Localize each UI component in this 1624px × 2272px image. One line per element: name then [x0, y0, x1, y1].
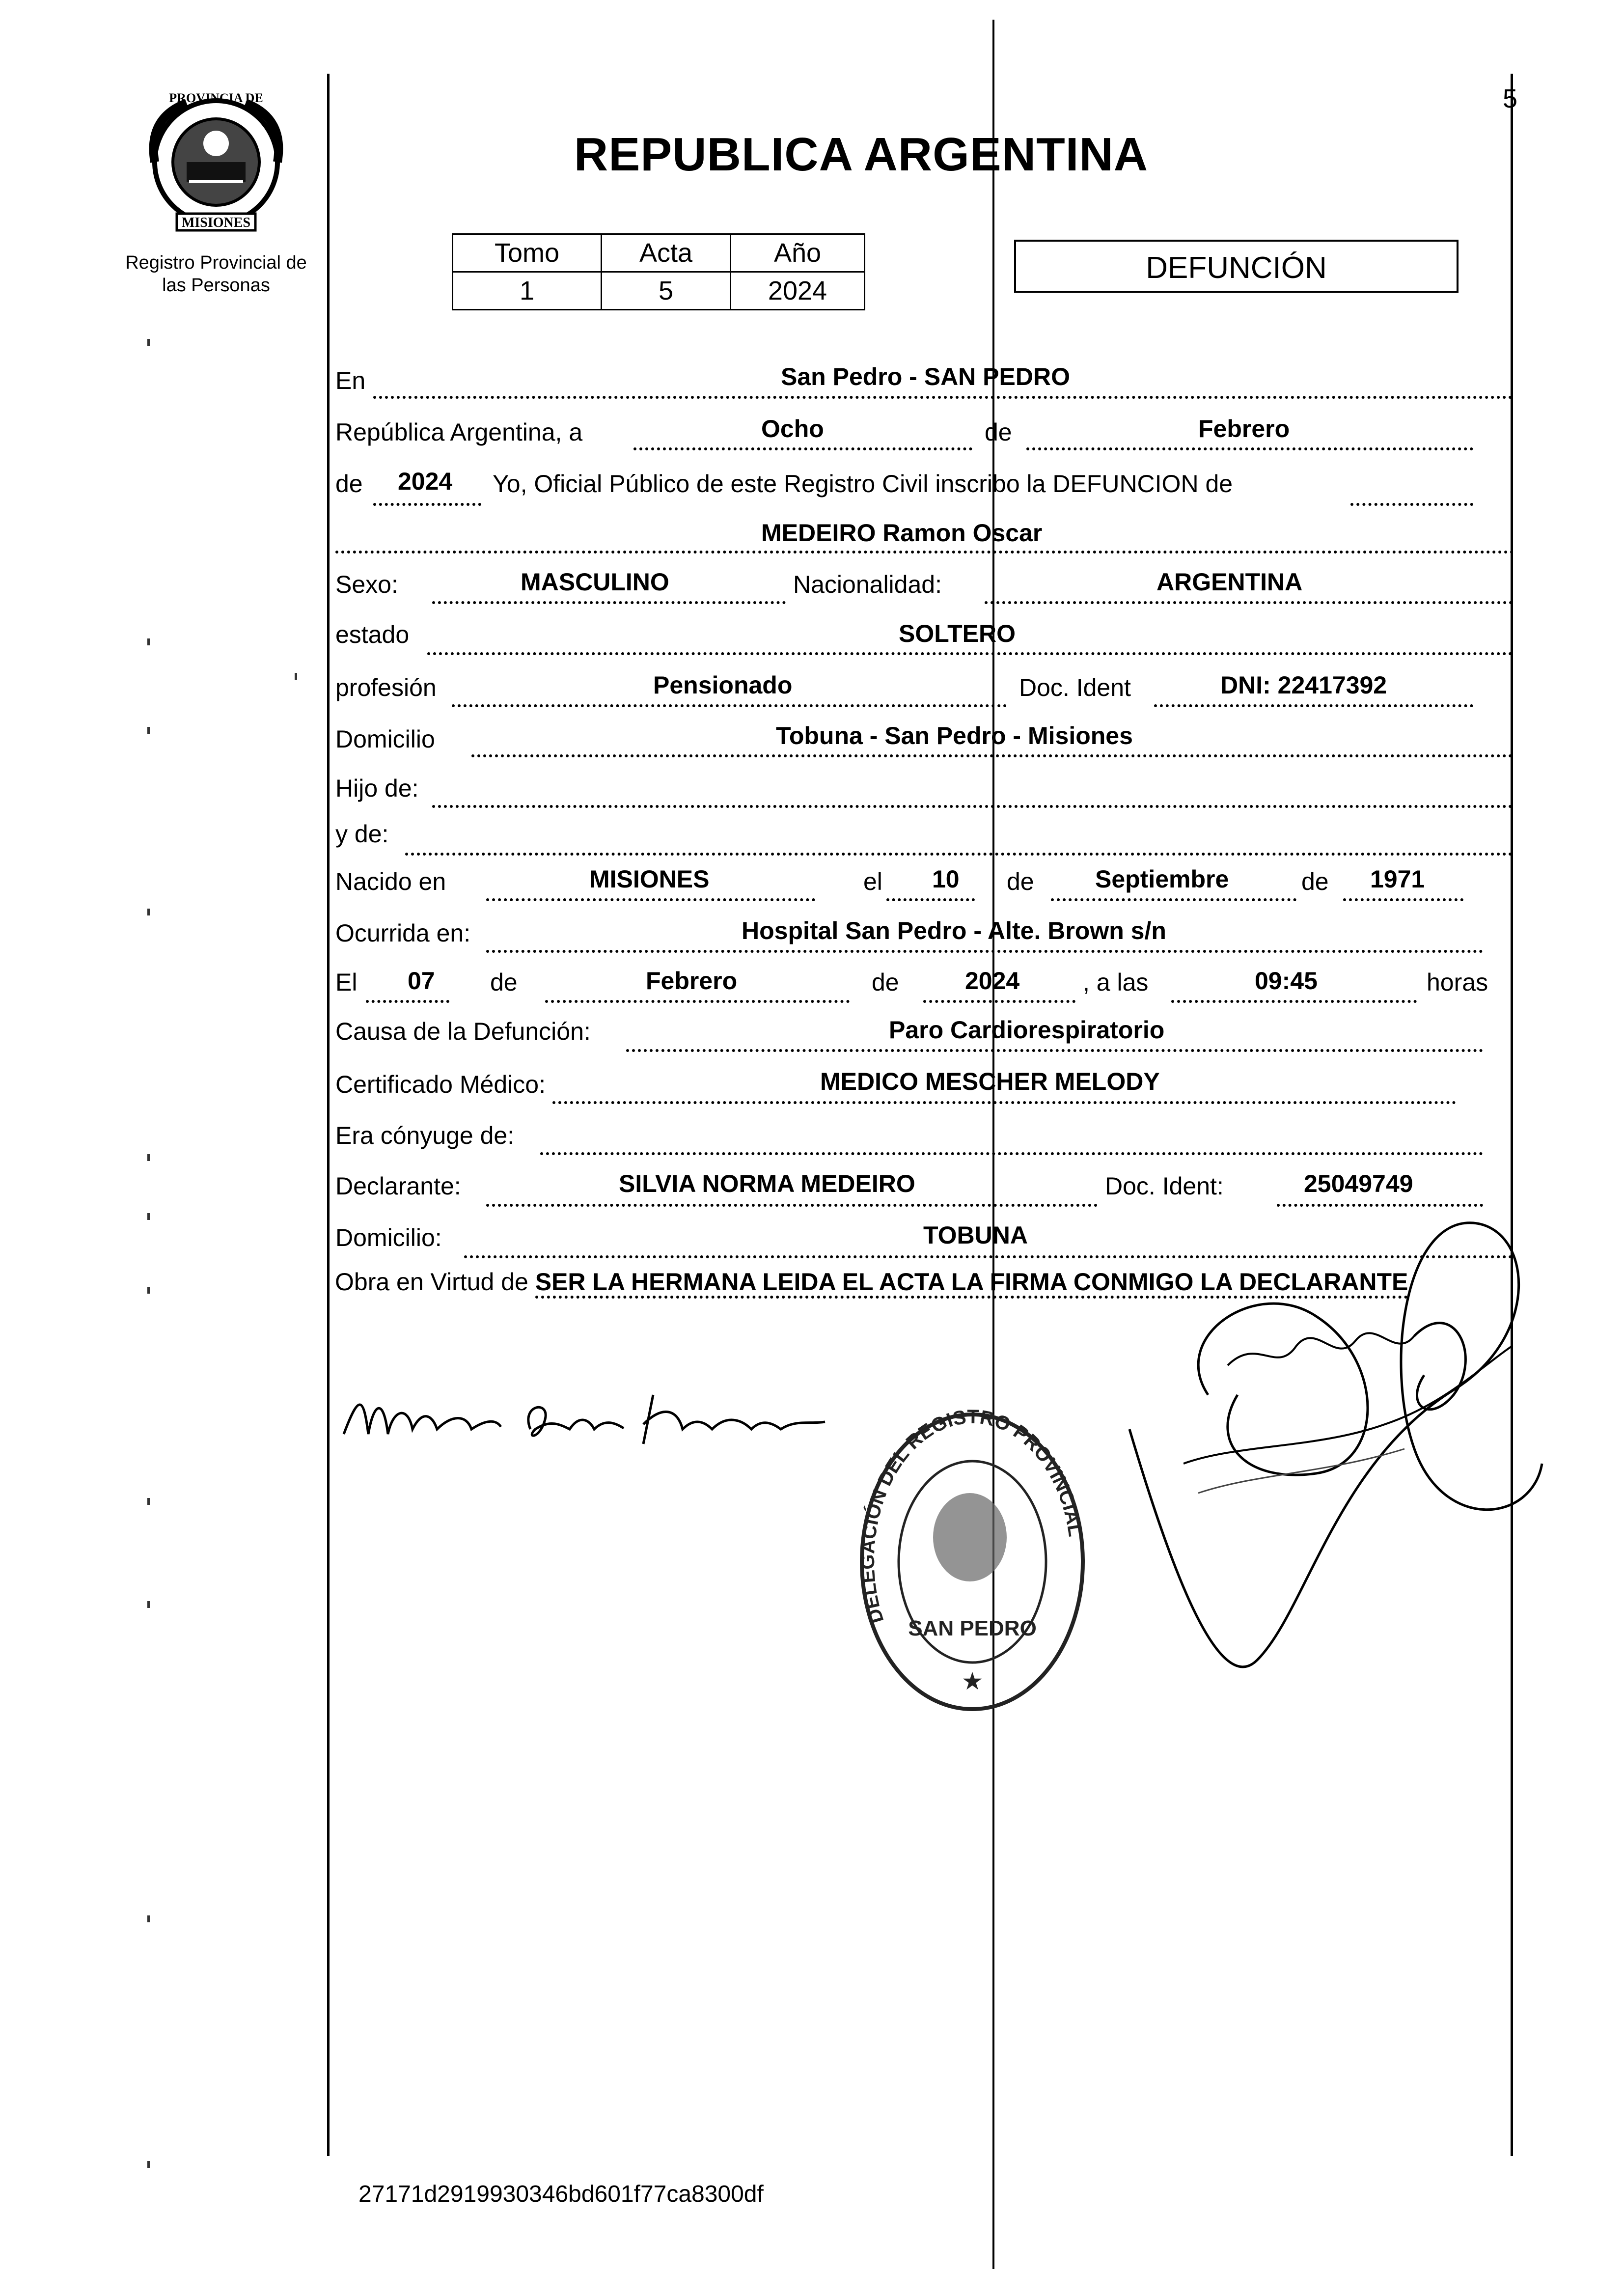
en-label: En — [335, 367, 366, 394]
domicilio-value: Tobuna - San Pedro - Misiones — [776, 722, 1133, 749]
nacionalidad-label: Nacionalidad: — [793, 571, 942, 598]
registry-name: Registro Provincial de las Personas — [125, 252, 307, 296]
nacido-de1-label: de — [1007, 868, 1034, 895]
fecha-time-value: 09:45 — [1255, 967, 1318, 995]
nacido-place-value: MISIONES — [589, 865, 710, 893]
declarante-label: Declarante: — [335, 1172, 461, 1200]
fecha-alas-label: , a las — [1083, 969, 1149, 996]
page-title: REPUBLICA ARGENTINA — [574, 128, 1149, 181]
nacionalidad-value: ARGENTINA — [1156, 568, 1303, 596]
record-number-table — [452, 233, 865, 310]
declarante-value: SILVIA NORMA MEDEIRO — [619, 1170, 915, 1197]
fecha-month-value: Febrero — [646, 967, 738, 995]
stamp-center-text: SAN PEDRO — [908, 1616, 1037, 1640]
hijo-de-field — [432, 777, 1513, 808]
profesion-value: Pensionado — [653, 671, 793, 699]
anio-header: Año — [731, 234, 865, 272]
profesion-label: profesión — [335, 674, 437, 701]
en-value: San Pedro - SAN PEDRO — [781, 363, 1070, 390]
officer-signature — [1110, 1218, 1552, 1729]
hijo-de-label: Hijo de: — [335, 775, 419, 802]
domicilio2-value: TOBUNA — [923, 1221, 1028, 1249]
domicilio2-label: Domicilio: — [335, 1224, 442, 1251]
fecha-horas-label: horas — [1427, 969, 1488, 996]
ocurrida-label: Ocurrida en: — [335, 919, 471, 947]
nacido-de2-label: de — [1301, 868, 1329, 895]
obra-label: Obra en Virtud de — [335, 1268, 528, 1296]
doc-ident2-label: Doc. Ident: — [1105, 1172, 1224, 1200]
certificado-value: MEDICO MESCHER MELODY — [820, 1068, 1160, 1095]
tomo-header: Tomo — [453, 234, 602, 272]
sexo-label: Sexo: — [335, 571, 398, 598]
inscribo-text: Yo, Oficial Público de este Registro Civil inscribo la DEFUNCION de — [493, 470, 1233, 498]
official-stamp — [854, 1405, 1090, 1719]
causa-value: Paro Cardiorespiratorio — [889, 1016, 1165, 1044]
certificado-label: Certificado Médico: — [335, 1071, 546, 1098]
nacido-el-label: el — [863, 868, 882, 895]
act-type-box: DEFUNCIÓN — [1014, 240, 1459, 293]
anio-value: 2024 — [731, 272, 865, 310]
fecha-de1-label: de — [490, 969, 518, 996]
doc-ident-label: Doc. Ident — [1019, 674, 1131, 701]
svg-text:MISIONES: MISIONES — [181, 215, 251, 230]
svg-text:PROVINCIA DE: PROVINCIA DE — [169, 91, 263, 105]
causa-label: Causa de la Defunción: — [335, 1018, 591, 1045]
conyuge-field — [540, 1125, 1483, 1155]
month-value: Febrero — [1198, 415, 1290, 443]
nacido-month-value: Septiembre — [1095, 865, 1229, 893]
acta-header: Acta — [602, 234, 731, 272]
day-value: Ocho — [761, 415, 824, 443]
fecha-day-value: 07 — [408, 967, 435, 995]
estado-label: estado — [335, 621, 410, 648]
y-de-label: y de: — [335, 820, 389, 848]
domicilio-label: Domicilio — [335, 725, 435, 753]
nacido-day-value: 10 — [932, 865, 960, 893]
doc-ident-value: DNI: 22417392 — [1220, 671, 1387, 699]
year-value: 2024 — [398, 468, 453, 495]
deceased-name: MEDEIRO Ramon Oscar — [761, 519, 1043, 547]
year-de-label: de — [335, 470, 363, 498]
document-hash: 27171d2919930346bd601f77ca8300df — [358, 2181, 764, 2207]
obra-value: SER LA HERMANA LEIDA EL ACTA LA FIRMA CONMIGO LA DECLARANTE — [535, 1268, 1408, 1299]
tomo-value: 1 — [453, 272, 602, 310]
nacido-day-field — [886, 871, 975, 901]
estado-value: SOLTERO — [899, 620, 1016, 647]
sexo-value: MASCULINO — [521, 568, 669, 596]
nacido-year-value: 1971 — [1370, 865, 1425, 893]
fecha-de2-label: de — [872, 969, 899, 996]
doc-ident2-value: 25049749 — [1304, 1170, 1413, 1197]
republica-label: República Argentina, a — [335, 418, 583, 446]
stamp-ring-text: DELEGACIÓN DEL REGISTRO PROVINCIAL — [856, 1406, 1086, 1626]
y-de-field — [405, 825, 1513, 856]
nacido-label: Nacido en — [335, 868, 446, 895]
fecha-el-label: El — [335, 969, 358, 996]
inscribo-trailing-field — [1350, 475, 1473, 506]
declarant-signature — [339, 1375, 840, 1464]
page-number: 5 — [1503, 84, 1518, 113]
acta-value: 5 — [602, 272, 731, 310]
conyuge-label: Era cónyuge de: — [335, 1122, 515, 1149]
ocurrida-value: Hospital San Pedro - Alte. Brown s/n — [742, 917, 1166, 944]
left-margin-rule — [327, 74, 330, 2156]
de-label: de — [985, 418, 1012, 446]
svg-text:★: ★ — [961, 1667, 984, 1695]
fecha-year-value: 2024 — [965, 967, 1020, 995]
